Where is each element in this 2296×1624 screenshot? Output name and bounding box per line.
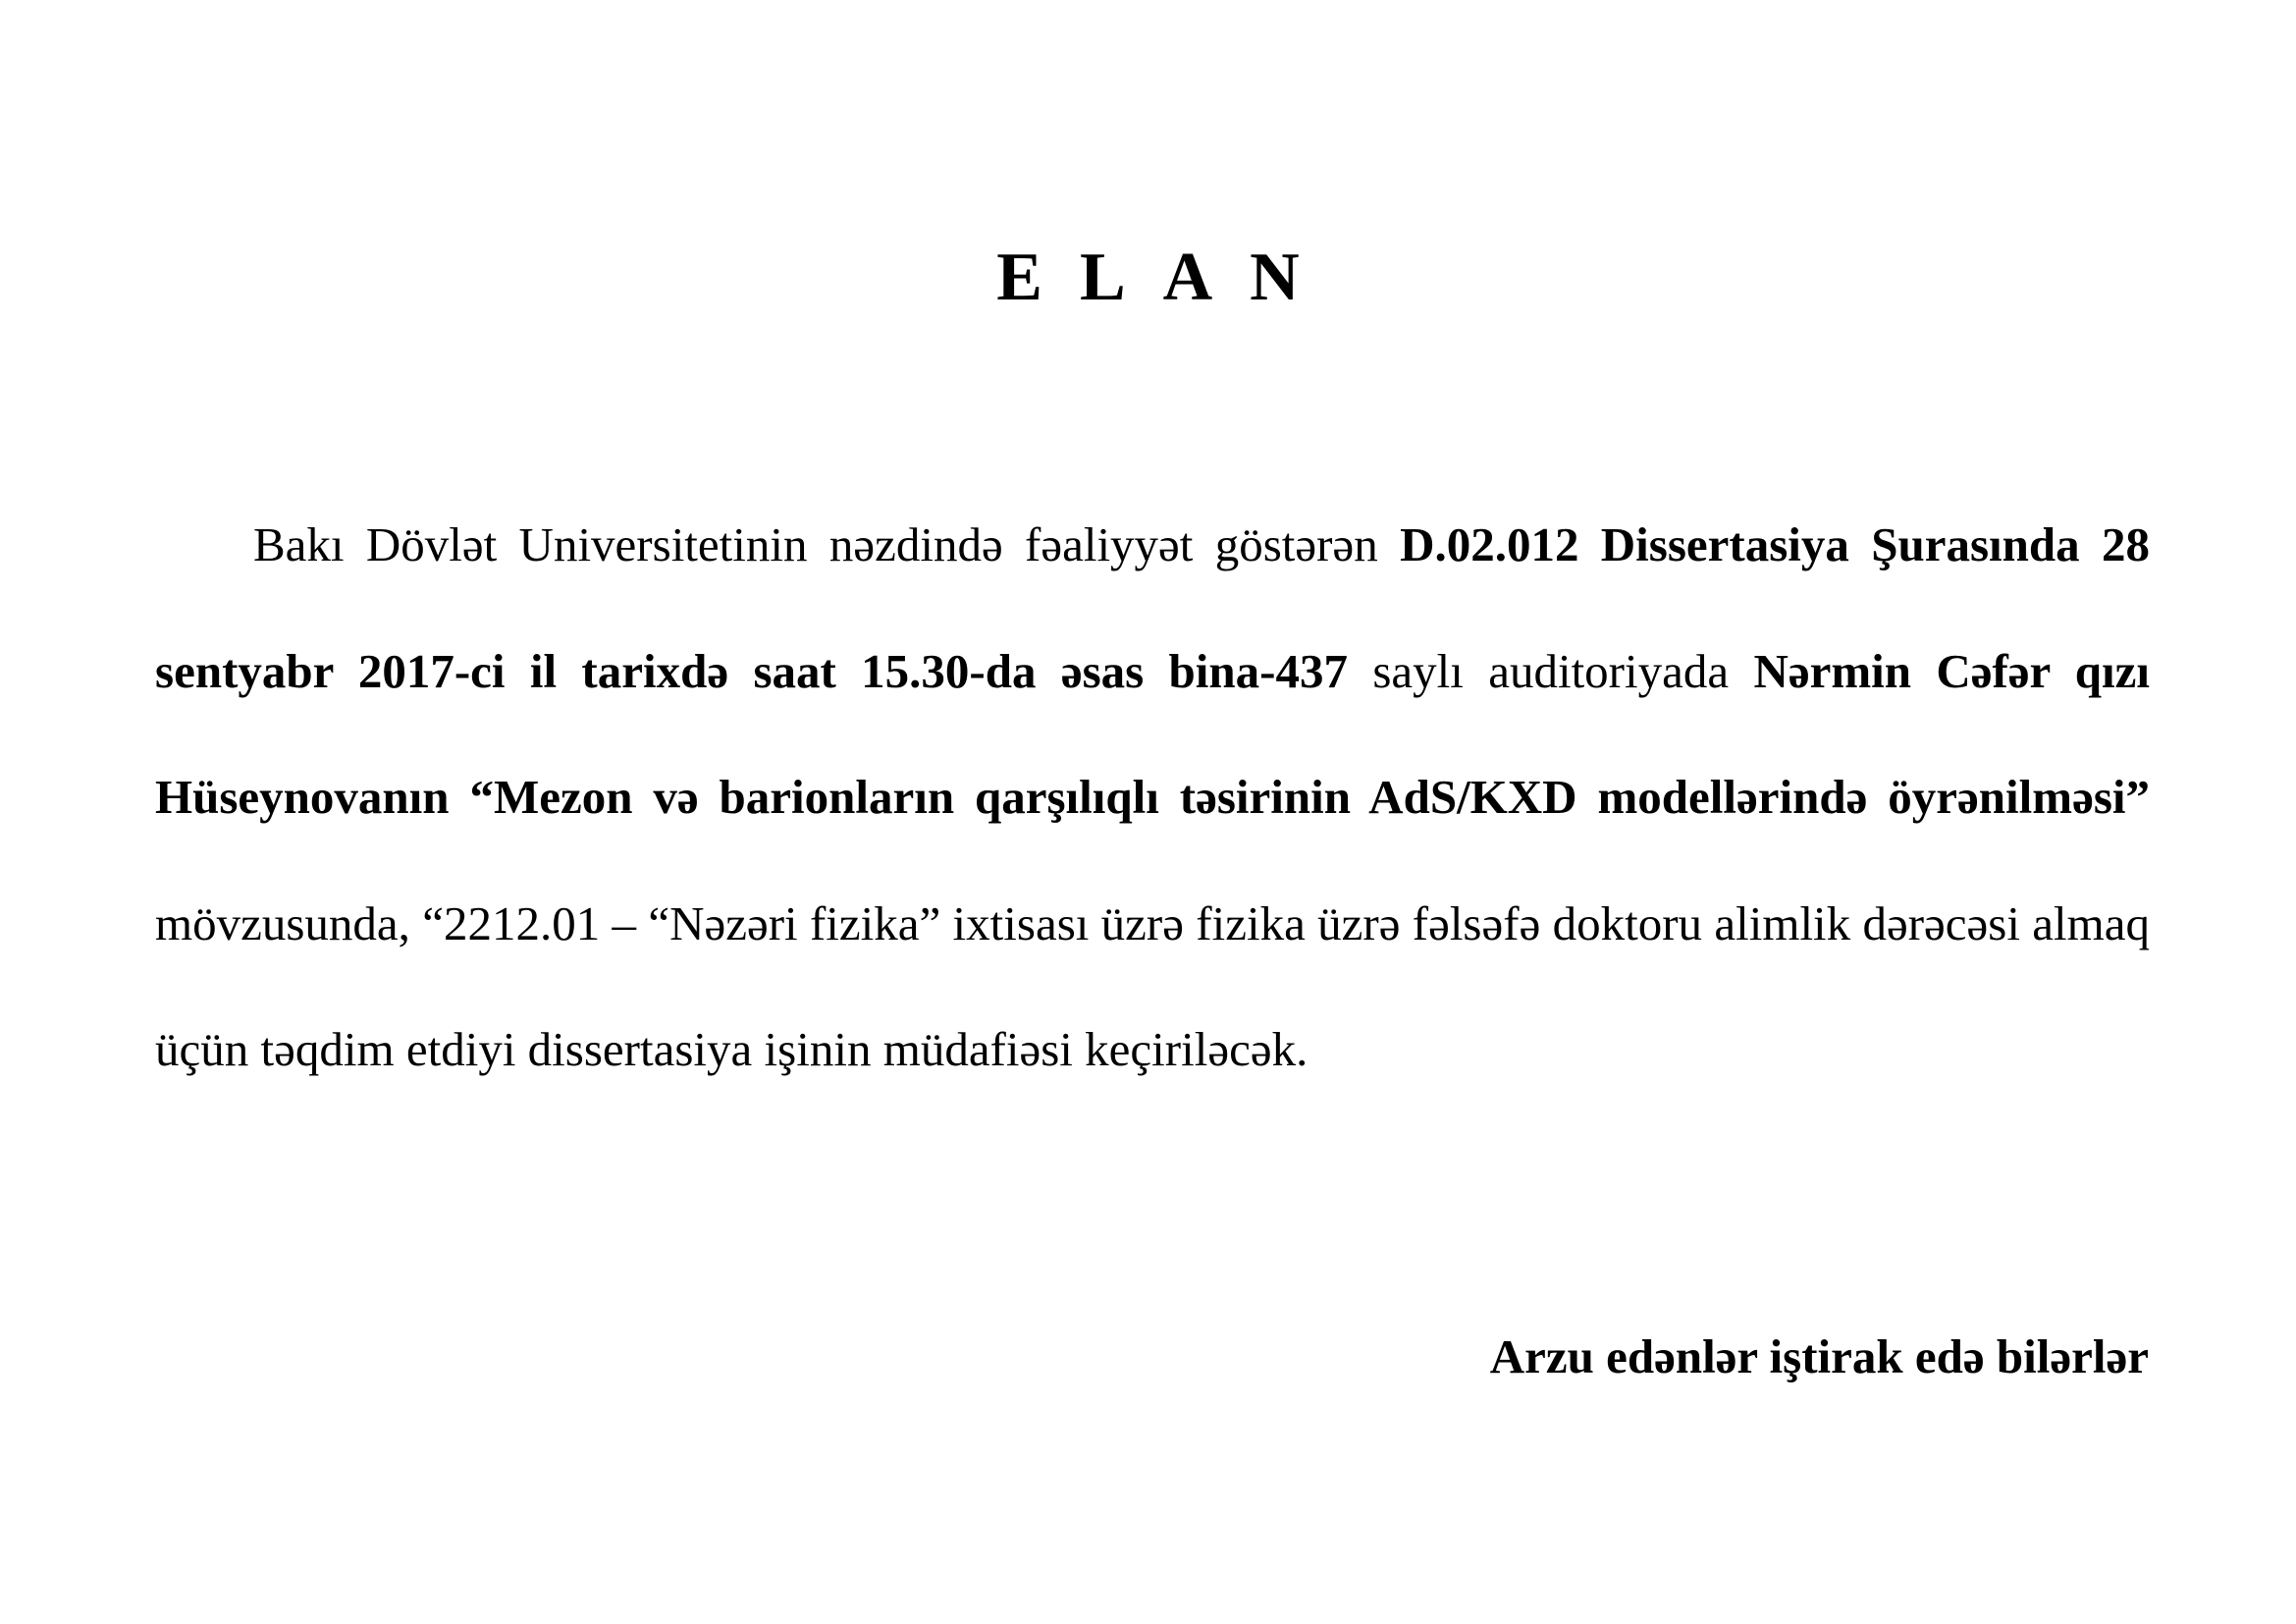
room-text: saylı auditoriyada	[1347, 643, 1754, 698]
closing-note: Arzu edənlər iştirak edə bilərlər	[1489, 1329, 2149, 1383]
body-intro: Bakı Dövlət Universitetinin nəzdində fəaliyyət göstərən	[253, 517, 1401, 571]
body-rest: mövzusunda, “2212.01 – “Nəzəri fizika” ixtisası üzrə fizika üzrə fəlsəfə doktoru alimlik dərəcəsi almaq üçün təqdim etdiyi dissertasiya işinin müdafiəsi keçiriləcək.	[155, 895, 2150, 1076]
announcement-title: ELAN	[996, 240, 1337, 315]
council-date-place: D.02.012 Dissertasiya Şurasında 28 sentyabr 2017-ci il tarixdə saat 15.30-da əsas bina-437	[155, 517, 2150, 698]
candidate-and-topic: Nərmin Cəfər qızı Hüseynovanın “Mezon və barionların qarşılıqlı təsirinin AdS/KXD modellərində öyrənilməsi”	[155, 643, 2150, 824]
announcement-body	[155, 482, 2150, 1113]
